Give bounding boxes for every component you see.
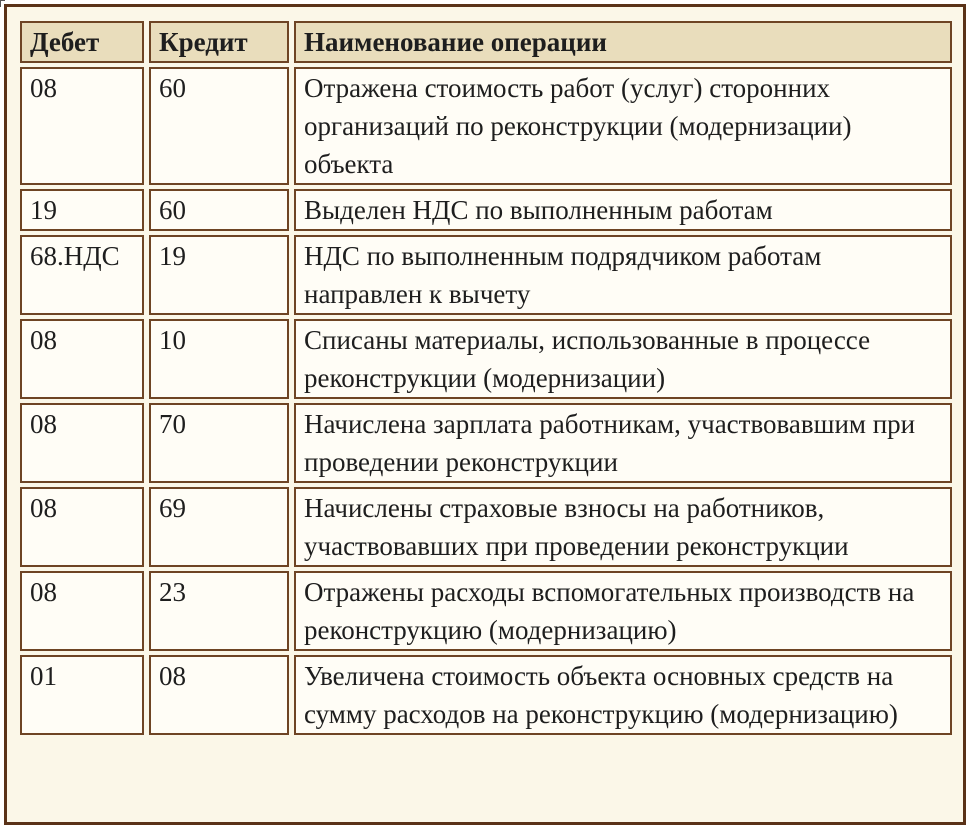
table-row — [20, 571, 952, 651]
table-row — [20, 487, 952, 567]
table-row — [20, 189, 952, 231]
credit-cell: 10 — [149, 319, 289, 399]
debit-cell: 01 — [20, 655, 144, 735]
operation-cell: Выделен НДС по выполненным работам — [294, 189, 952, 231]
header-row — [20, 21, 952, 63]
table-row — [20, 655, 952, 735]
debit-cell: 08 — [20, 67, 144, 185]
table-row — [20, 403, 952, 483]
table-row — [20, 67, 952, 185]
operation-cell: Отражена стоимость работ (услуг) сторонних организаций по реконструкции (модернизации) объекта — [294, 67, 952, 185]
debit-cell: 08 — [20, 571, 144, 651]
operation-cell: Увеличена стоимость объекта основных средств на сумму расходов на реконструкцию (модернизацию) — [294, 655, 952, 735]
table-row — [20, 319, 952, 399]
credit-cell: 70 — [149, 403, 289, 483]
credit-cell: 08 — [149, 655, 289, 735]
operation-cell: Начислена зарплата работникам, участвовавшим при проведении реконструкции — [294, 403, 952, 483]
debit-cell: 08 — [20, 319, 144, 399]
debit-cell: 08 — [20, 487, 144, 567]
operation-cell: Отражены расходы вспомогательных производств на реконструкцию (модернизацию) — [294, 571, 952, 651]
header-credit: Кредит — [149, 21, 289, 63]
debit-cell: 68.НДС — [20, 235, 144, 315]
table-frame — [4, 4, 966, 825]
credit-cell: 69 — [149, 487, 289, 567]
operation-cell: НДС по выполненным подрядчиком работам направлен к вычету — [294, 235, 952, 315]
credit-cell: 19 — [149, 235, 289, 315]
operation-cell: Начислены страховые взносы на работников, участвовавших при проведении реконструкции — [294, 487, 952, 567]
credit-cell: 23 — [149, 571, 289, 651]
debit-cell: 19 — [20, 189, 144, 231]
operation-cell: Списаны материалы, использованные в процессе реконструкции (модернизации) — [294, 319, 952, 399]
accounting-entries-table — [15, 17, 957, 739]
credit-cell: 60 — [149, 189, 289, 231]
credit-cell: 60 — [149, 67, 289, 185]
debit-cell: 08 — [20, 403, 144, 483]
table-row — [20, 235, 952, 315]
header-debit: Дебет — [20, 21, 144, 63]
header-operation: Наименование операции — [294, 21, 952, 63]
